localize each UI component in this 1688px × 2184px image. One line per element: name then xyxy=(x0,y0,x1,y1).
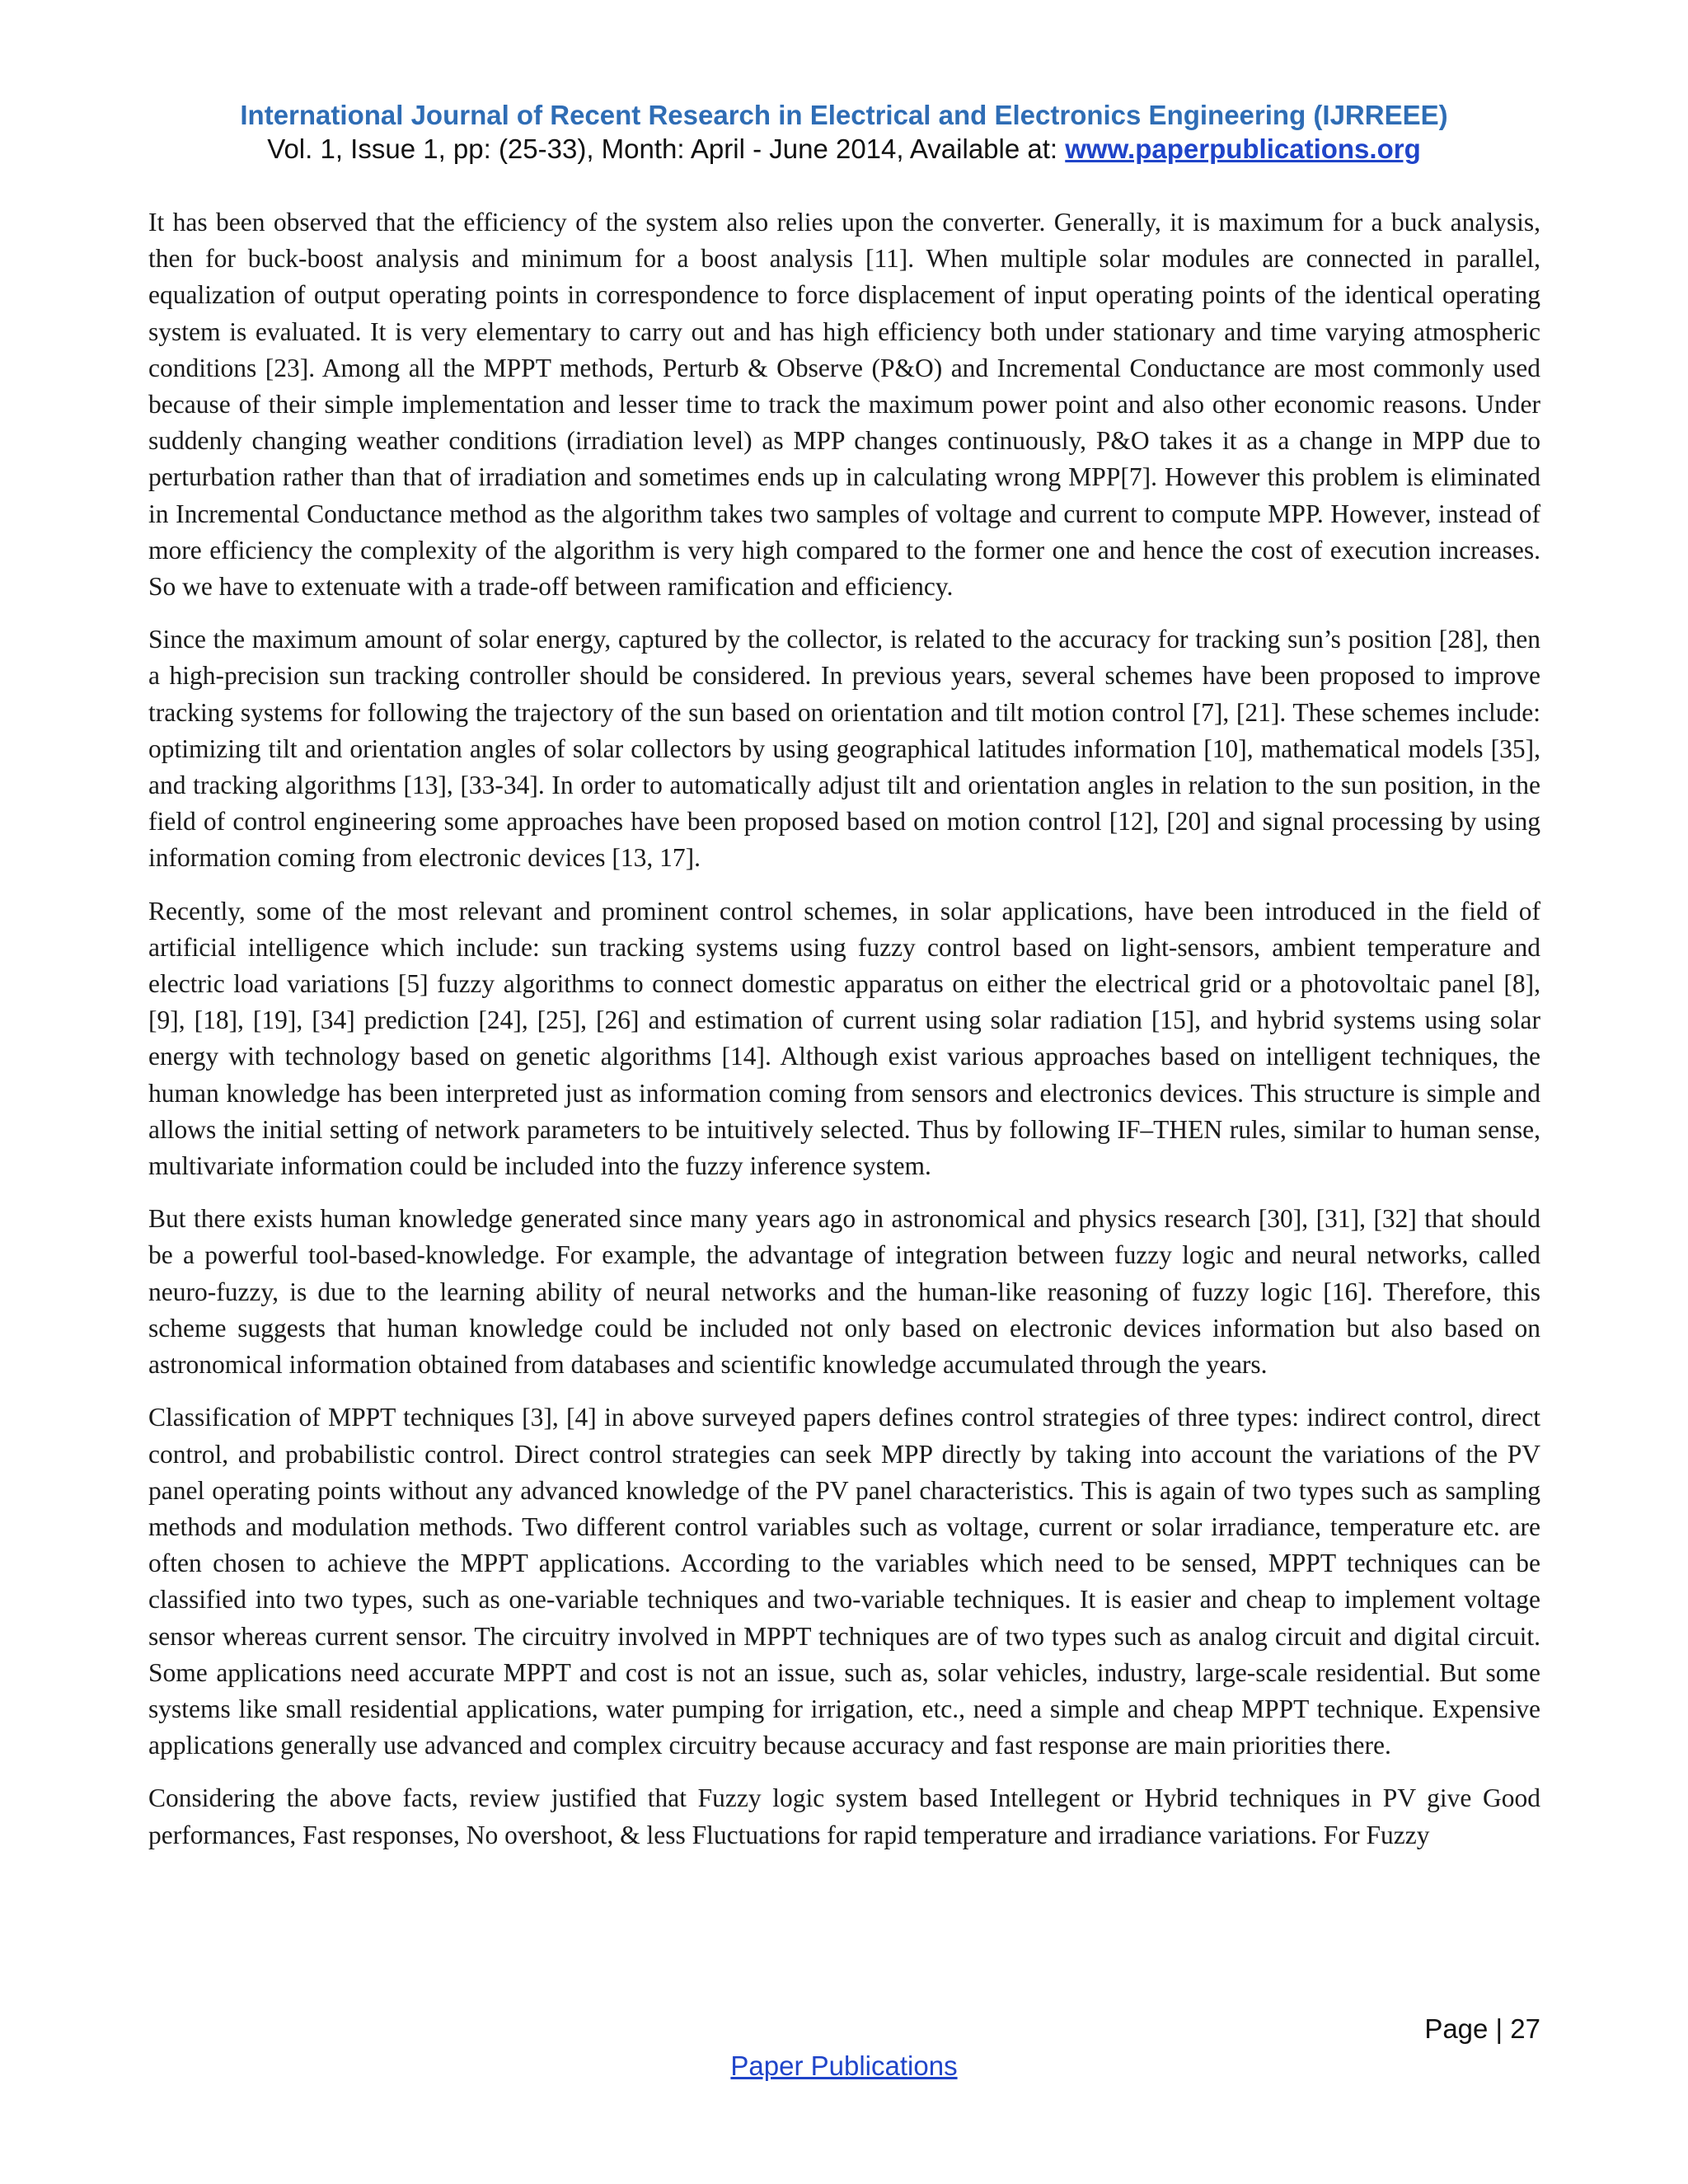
website-link[interactable]: www.paperpublications.org xyxy=(1065,134,1421,164)
paragraph: Classification of MPPT techniques [3], [4] in above surveyed papers defines control strategies of three types: indirect control, direct control, and probabilistic control. Direct control strategies can seek MPP directly by taking into account the variations of the PV panel operating points without any advanced knowledge of the PV panel characteristics. This is again of two types such as sampling methods and modulation methods. Two different control variables such as voltage, current or solar irradiance, temperature etc. are often chosen to achieve the MPPT applications. According to the variables which need to be sensed, MPPT techniques can be classified into two types, such as one-variable techniques and two-variable techniques. It is easier and cheap to implement voltage sensor whereas current sensor. The circuitry involved in MPPT techniques are of two types such as analog circuit and digital circuit. Some applications need accurate MPPT and cost is not an issue, such as, solar vehicles, industry, large-scale residential. But some systems like small residential applications, water pumping for irrigation, etc., need a simple and cheap MPPT technique. Expensive applications generally use advanced and complex circuitry because accuracy and fast response are main priorities there. xyxy=(148,1403,1540,1760)
volume-info-text: Vol. 1, Issue 1, pp: (25-33), Month: April - June 2014, Available at: xyxy=(267,134,1066,164)
paragraph: Recently, some of the most relevant and prominent control schemes, in solar applications, have been introduced in the field of artificial intelligence which include: sun tracking systems using fuzzy control based on light-sensors, ambient temperature and electric load variations [5] fuzzy algorithms to connect domestic apparatus on either the electrical grid or a photovoltaic panel [8], [9], [18], [19], [34] prediction [24], [25], [26] and estimation of current using solar radiation [15], and hybrid systems using solar energy with technology based on genetic algorithms [14]. Although exist various approaches based on intelligent techniques, the human knowledge has been interpreted just as information coming from sensors and electronics devices. This structure is simple and allows the initial setting of network parameters to be intuitively selected. Thus by following IF–THEN rules, similar to human sense, multivariate information could be included into the fuzzy inference system. xyxy=(148,896,1540,1181)
page-footer xyxy=(0,2050,1688,2082)
article-body xyxy=(148,204,1540,1870)
paragraph: Since the maximum amount of solar energy, captured by the collector, is related to the accuracy for tracking sun’s position [28], then a high-precision sun tracking controller should be considered. In previous years, several schemes have been proposed to improve tracking systems for following the trajectory of the sun based on orientation and tilt motion control [7], [21]. These schemes include: optimizing tilt and orientation angles of solar collectors by using geographical latitudes information [10], mathematical models [35], and tracking algorithms [13], [33-34]. In order to automatically adjust tilt and orientation angles in relation to the sun position, in the field of control engineering some approaches have been proposed based on motion control [12], [20] and signal processing by using information coming from electronic devices [13, 17]. xyxy=(148,625,1540,873)
paragraph: It has been observed that the efficiency of the system also relies upon the converter. Generally, it is maximum for a buck analysis, then for buck-boost analysis and minimum for a boost analysis [11]. When multiple solar modules are connected in parallel, equalization of output operating points in correspondence to force displacement of input operating points of the identical operating system is evaluated. It is very elementary to carry out and has high efficiency both under stationary and time varying atmospheric conditions [23]. Among all the MPPT methods, Perturb & Observe (P&O) and Incremental Conductance are most commonly used because of their simple implementation and lesser time to track the maximum power point and also other economic reasons. Under suddenly changing weather conditions (irradiation level) as MPP changes continuously, P&O takes it as a change in MPP due to perturbation rather than that of irradiation and sometimes ends up in calculating wrong MPP[7]. However this problem is eliminated in Incremental Conductance method as the algorithm takes two samples of voltage and current to compute MPP. However, instead of more efficiency the complexity of the algorithm is very high compared to the former one and hence the cost of execution increases. So we have to extenuate with a trade-off between ramification and efficiency. xyxy=(148,208,1540,602)
publisher-link[interactable]: Paper Publications xyxy=(730,2050,958,2081)
journal-title: International Journal of Recent Research in Electrical and Electronics Engineering (IJRREEE) xyxy=(240,100,1448,130)
journal-volume-info xyxy=(0,134,1688,165)
journal-header xyxy=(0,97,1688,165)
paragraph: Considering the above facts, review justified that Fuzzy logic system based Intellegent or Hybrid techniques in PV give Good performances, Fast responses, No overshoot, & less Fluctuations for rapid temperature and irradiance variations. For Fuzzy xyxy=(148,1783,1540,1849)
paragraph: But there exists human knowledge generated since many years ago in astronomical and physics research [30], [31], [32] that should be a powerful tool-based-knowledge. For example, the advantage of integration between fuzzy logic and neural networks, called neuro-fuzzy, is due to the learning ability of neural networks and the human-like reasoning of fuzzy logic [16]. Therefore, this scheme suggests that human knowledge could be included not only based on electronic devices information but also based on astronomical information obtained from databases and scientific knowledge accumulated through the years. xyxy=(148,1204,1540,1380)
page-number: Page | 27 xyxy=(1424,2013,1540,2044)
